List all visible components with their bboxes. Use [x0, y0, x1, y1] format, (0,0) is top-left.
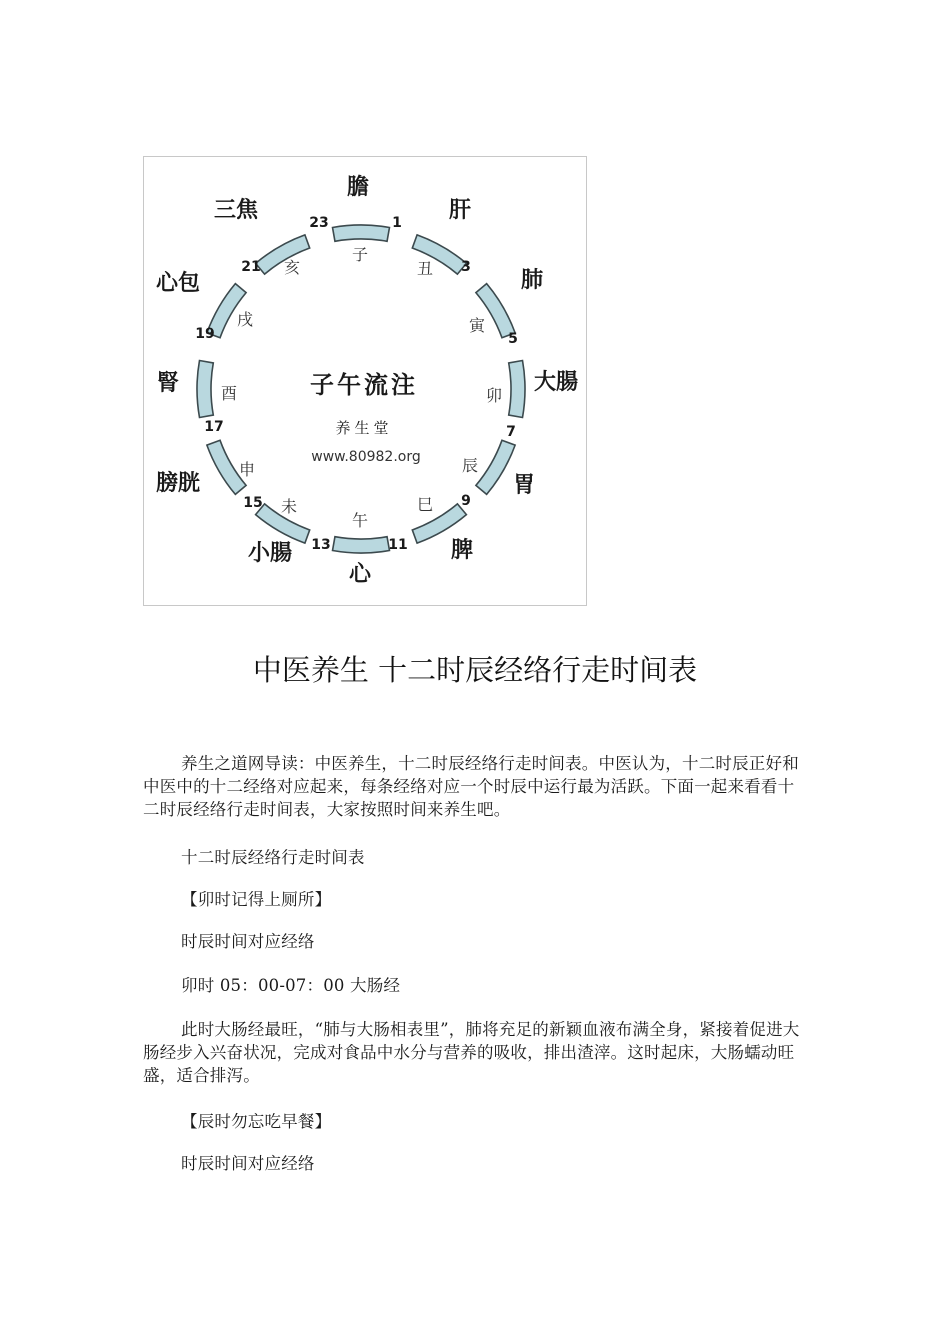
page-title: 中医养生 十二时辰经络行走时间表	[252, 653, 698, 687]
hour-label: 9	[461, 493, 471, 509]
earthly-branch-label: 丑	[416, 259, 434, 278]
organ-label: 三焦	[213, 198, 259, 223]
earthly-branch-label: 酉	[220, 384, 238, 403]
earthly-branch-label: 戌	[236, 310, 254, 329]
hour-label: 17	[204, 419, 224, 435]
section-heading-table: 十二时辰经络行走时间表	[181, 848, 365, 867]
hour-segment-9	[197, 361, 213, 418]
earthly-branch-label: 巳	[416, 495, 434, 514]
ziwu-liuzhu-diagram	[143, 156, 587, 606]
hour-label: 11	[388, 537, 408, 553]
organ-label: 大腸	[533, 370, 579, 395]
organ-label: 肝	[448, 198, 472, 223]
hour-segment-3	[509, 361, 525, 418]
organ-label: 胃	[512, 473, 536, 498]
organ-label: 心包	[155, 271, 201, 296]
diagram-center-title: 子午流注	[310, 371, 418, 399]
hour-label: 3	[461, 259, 471, 275]
organ-label: 膀胱	[155, 471, 201, 496]
hour-label: 7	[506, 424, 516, 440]
organ-label: 肺	[520, 268, 544, 293]
hour-label: 5	[508, 331, 518, 347]
earthly-branch-label: 寅	[468, 316, 486, 335]
hour-label: 21	[241, 259, 261, 275]
hour-segment-11	[256, 235, 310, 274]
table-header-text: 时辰时间对应经络	[181, 932, 315, 951]
organ-label: 腎	[156, 371, 180, 396]
diagram-center-url: www.80982.org	[311, 449, 421, 465]
hour-label: 19	[195, 326, 215, 342]
subheading-chen-time: 【辰时勿忘吃早餐】	[181, 1112, 332, 1131]
earthly-branch-label: 卯	[485, 386, 503, 405]
hour-segment-0	[333, 225, 390, 241]
hour-label: 15	[243, 495, 263, 511]
diagram-center-subtitle: 养生堂	[335, 419, 393, 437]
organ-label: 小腸	[247, 541, 293, 566]
hour-segment-6	[333, 537, 390, 553]
large-intestine-paragraph: 此时大肠经最旺，“肺与大肠相表里”，肺将充足的新颖血液布满全身，紧接着促进大肠经步入兴奋状况，完成对食品中水分与营养的吸收，排出渣滓。这时起床，大肠蠕动旺盛，适合排泻。	[143, 1020, 800, 1085]
mao-time-entry: 卯时 05：00-07：00 大肠经	[181, 976, 401, 995]
hour-label: 13	[311, 537, 331, 553]
intro-paragraph: 养生之道网导读：中医养生，十二时辰经络行走时间表。中医认为，十二时辰正好和中医中的十二经络对应起来，每条经络对应一个时辰中运行最为活跃。下面一起来看看十二时辰经络行走时间表，大家按照时间来养生吧。	[143, 754, 799, 819]
subheading-mao-time: 【卯时记得上厕所】	[181, 890, 332, 909]
earthly-branch-label: 辰	[461, 456, 479, 475]
meridian-clock-svg	[144, 157, 588, 607]
earthly-branch-label: 午	[351, 511, 369, 530]
earthly-branch-label: 子	[351, 245, 369, 264]
hour-label: 1	[392, 215, 402, 231]
hour-segment-4	[476, 440, 515, 494]
hour-label: 23	[309, 215, 329, 231]
earthly-branch-label: 申	[238, 460, 256, 479]
table-header-text-2: 时辰时间对应经络	[181, 1154, 315, 1173]
earthly-branch-label: 未	[280, 497, 298, 516]
organ-label: 膽	[346, 175, 370, 200]
organ-label: 脾	[450, 538, 474, 563]
organ-label: 心	[348, 562, 372, 587]
earthly-branch-label: 亥	[283, 258, 301, 277]
